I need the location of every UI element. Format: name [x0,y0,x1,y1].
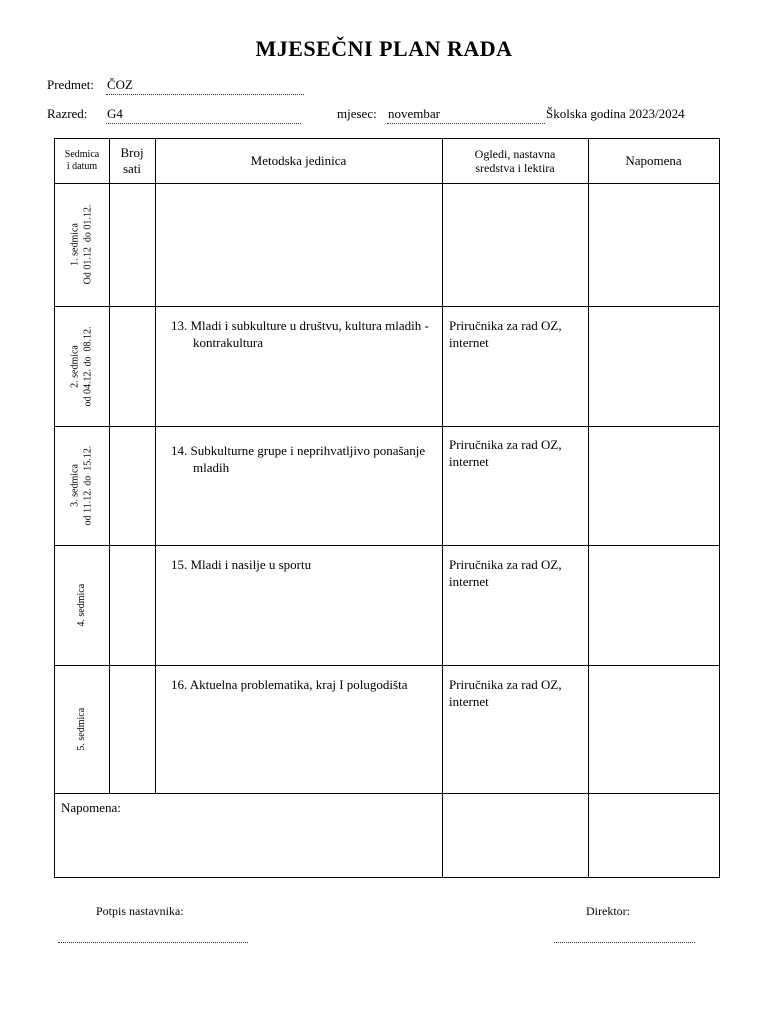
week-label: 1. sedmica Od 01.12 do 01.12. [69,204,94,285]
col-divider [588,139,589,878]
plan-table [54,138,720,878]
predmet-dotted-line [106,94,304,95]
header-sedmica: Sedmica i datum [64,149,100,172]
col-divider [442,139,443,878]
row-divider [55,426,719,427]
topic-cell: 16. Aktuelna problematika, kraj I polugodišta [171,677,408,692]
predmet-label: Predmet: [47,77,94,92]
resources-cell: Priručnika za rad OZ, internet [449,557,562,589]
header-metodska-jedinica: Metodska jedinica [250,153,347,169]
row-divider [55,793,719,794]
col-divider [155,139,156,793]
week-label: 2. sedmica od 04.12. do 08.12. [69,326,93,406]
header-napomena: Napomena [625,153,682,169]
resources-cell: Priručnika za rad OZ, internet [449,677,562,709]
skolska-godina: Školska godina 2023/2024 [546,106,685,121]
header-ogledi: Ogledi, nastavna sredstva i lektira [474,146,556,175]
resources-cell: Priručnika za rad OZ, internet [449,318,562,350]
razred-dotted-line [106,123,301,124]
topic-cell: 15. Mladi i nasilje u sportu [171,557,312,572]
header-broj-sati: Broj sati [120,145,144,176]
razred-value: G4 [107,106,123,121]
razred-label: Razred: [47,106,88,121]
week-label: 5. sedmica [75,707,87,751]
col-divider [109,139,110,793]
director-signature-line [554,942,695,943]
week-label: 4. sedmica [75,583,87,627]
mjesec-label: mjesec: [337,106,377,121]
row-divider [55,665,719,666]
row-divider [55,306,719,307]
row-divider [55,183,719,184]
page-title: MJESEČNI PLAN RADA [255,36,513,61]
teacher-signature-line [58,942,248,943]
mjesec-dotted-line [387,123,545,124]
row-divider [55,545,719,546]
teacher-signature-label: Potpis nastavnika: [96,904,184,918]
footer-napomena-label: Napomena: [61,800,121,815]
director-signature-label: Direktor: [586,904,630,918]
topic-cell: 14. Subkulturne grupe i neprihvatljivo ponašanje mladih [171,443,426,475]
predmet-value: ČOZ [107,77,133,92]
topic-cell: 13. Mladi i subkulture u društvu, kultura mladih - kontrakultura [171,318,429,350]
mjesec-value: novembar [388,106,440,121]
resources-cell: Priručnika za rad OZ, internet [449,437,562,469]
week-label: 3. sedmica od 11.12. do 15.12. [69,445,94,526]
